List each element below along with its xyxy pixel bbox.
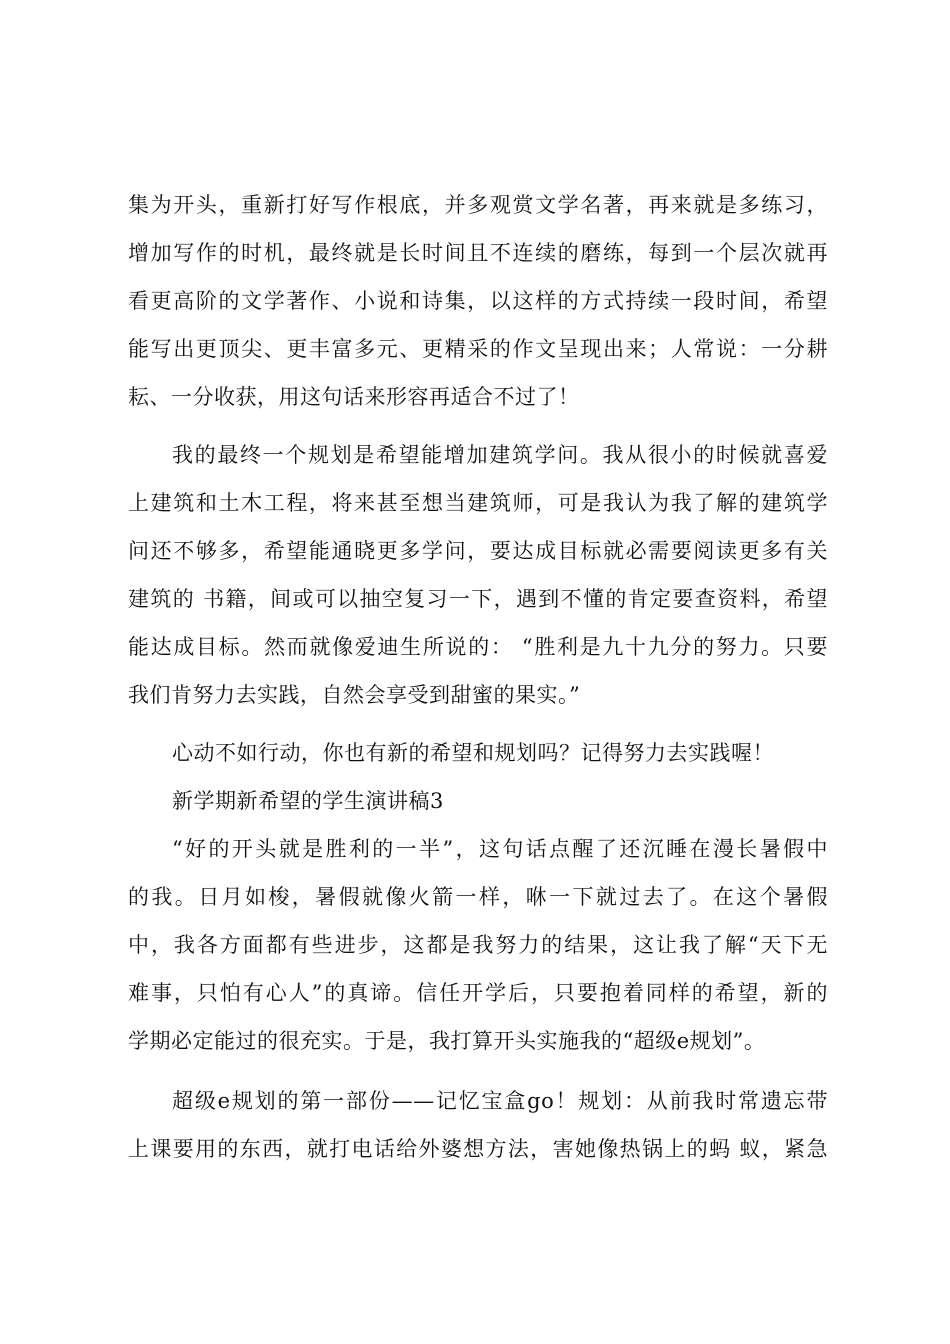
paragraph-line: 中，我各方面都有些进步，这都是我努力的结果，这让我了解“天下无 [128, 933, 828, 957]
paragraph-line: 心动不如行动，你也有新的希望和规划吗？记得努力去实践喔！ [172, 741, 774, 765]
section-title: 新学期新希望的学生演讲稿3 [172, 789, 444, 813]
paragraph-line: 问还不够多，希望能通晓更多学问，要达成目标就必需要阅读更多有关 [128, 539, 828, 563]
paragraph-line: 难事，只怕有心人”的真谛。信任开学后，只要抱着同样的希望，新的 [128, 981, 828, 1005]
paragraph-line: 集为开头，重新打好写作根底，并多观赏文学名著，再来就是多练习， [128, 193, 828, 217]
paragraph-line: 建筑的 书籍，间或可以抽空复习一下，遇到不懂的肯定要查资料，希望 [128, 587, 828, 611]
paragraph-line: 能写出更顶尖、更丰富多元、更精采的作文呈现出来；人常说：一分耕 [128, 337, 828, 361]
paragraph-line: 耘、一分收获，用这句话来形容再适合不过了！ [128, 385, 580, 409]
paragraph-line: 上建筑和土木工程，将来甚至想当建筑师，可是我认为我了解的建筑学 [128, 491, 828, 515]
paragraph-line: 我的最终一个规划是希望能增加建筑学问。我从很小的时候就喜爱 [172, 443, 828, 467]
paragraph-line: 的我。日月如梭，暑假就像火箭一样，咻一下就过去了。在这个暑假 [128, 885, 828, 909]
paragraph-line: “好的开头就是胜利的一半”，这句话点醒了还沉睡在漫长暑假中 [172, 837, 828, 861]
paragraph-line: 上课要用的东西，就打电话给外婆想方法，害她像热锅上的蚂 蚁，紧急 [128, 1137, 828, 1161]
paragraph-line: 增加写作的时机，最终就是长时间且不连续的磨练，每到一个层次就再 [128, 241, 828, 265]
paragraph-line: 看更高阶的文学著作、小说和诗集，以这样的方式持续一段时间，希望 [128, 289, 828, 313]
paragraph-line: 我们肯努力去实践，自然会享受到甜蜜的果实。” [128, 683, 581, 707]
paragraph-line: 能达成目标。然而就像爱迪生所说的： “胜利是九十九分的努力。只要 [128, 635, 828, 659]
paragraph-line: 学期必定能过的很充实。于是，我打算开头实施我的“超级e规划”。 [128, 1029, 766, 1053]
paragraph-line: 超级e规划的第一部份——记忆宝盒go！规划：从前我时常遗忘带 [172, 1089, 828, 1113]
